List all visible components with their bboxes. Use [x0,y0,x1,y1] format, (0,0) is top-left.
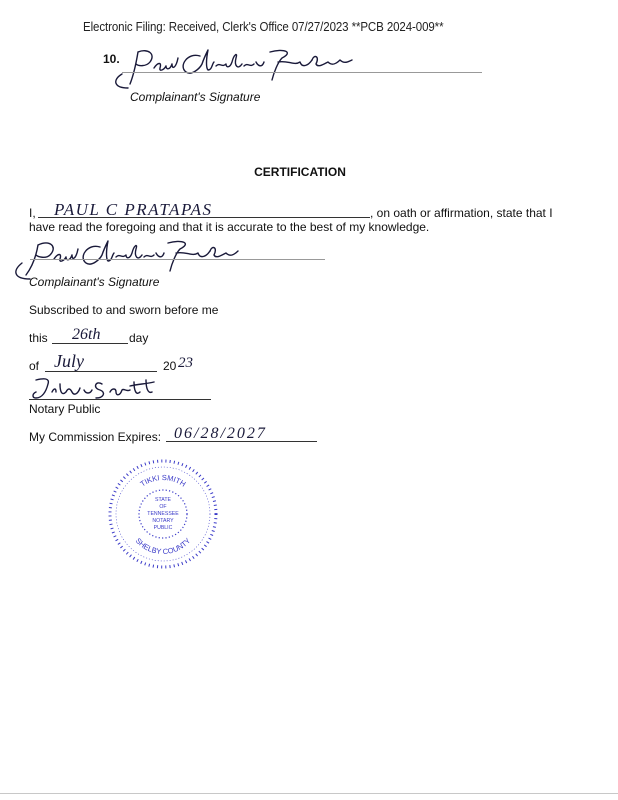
filing-stamp: Electronic Filing: Received, Clerk's Office 07/27/2023 **PCB 2024-009** [83,20,444,34]
seal-center-line-4: NOTARY [152,518,174,524]
seal-center-line-5: PUBLIC [153,525,173,531]
complainant-signature-1-label: Complainant's Signature [130,90,261,104]
month-line [45,371,157,372]
notary-label: Notary Public [29,402,101,416]
year-text: 23 [178,355,193,371]
month-text: July [54,351,84,371]
complainant-signature-2-label: Complainant's Signature [29,275,160,289]
declaration-line-2: have read the foregoing and that it is accurate to the best of my knowledge. [29,220,430,234]
notary-seal [107,458,219,570]
day-handwritten [66,323,126,345]
day-text: 26th [72,326,101,343]
complainant-signature-1 [108,44,368,94]
seal-center-line-2: OF [159,504,167,510]
day-suffix: day [129,331,149,345]
day-line [52,343,128,344]
seal-bottom-text: SHELBY COUNTY [133,536,193,557]
seal-top-text: TIKKI SMITH [138,472,188,489]
complainant-signature-2-line [30,259,325,260]
month-prefix: of [29,359,40,373]
declarant-name-text: PAUL C PRATAPAS [54,200,213,219]
complainant-signature-1-line [122,72,482,73]
seal-center-line-3: TENNESSEE [147,511,179,517]
seal-center-line-1: STATE [155,497,171,503]
certification-title: CERTIFICATION [254,165,346,179]
item-number: 10. [103,52,120,66]
year-handwritten [176,352,206,372]
page-bottom-rule [0,793,618,794]
year-prefix: 20 [163,359,177,373]
day-prefix: this [29,331,48,345]
declaration-suffix: , on oath or affirmation, state that I [370,206,553,220]
month-handwritten [50,349,130,373]
declarant-name-line [38,217,370,218]
subscribed-text: Subscribed to and sworn before me [29,303,219,317]
commission-label: My Commission Expires: [29,430,162,444]
commission-date-line [166,441,317,442]
declaration-prefix: I, [29,206,36,220]
notary-signature-line [29,399,211,400]
commission-date-text: 06/28/2027 [174,425,267,442]
